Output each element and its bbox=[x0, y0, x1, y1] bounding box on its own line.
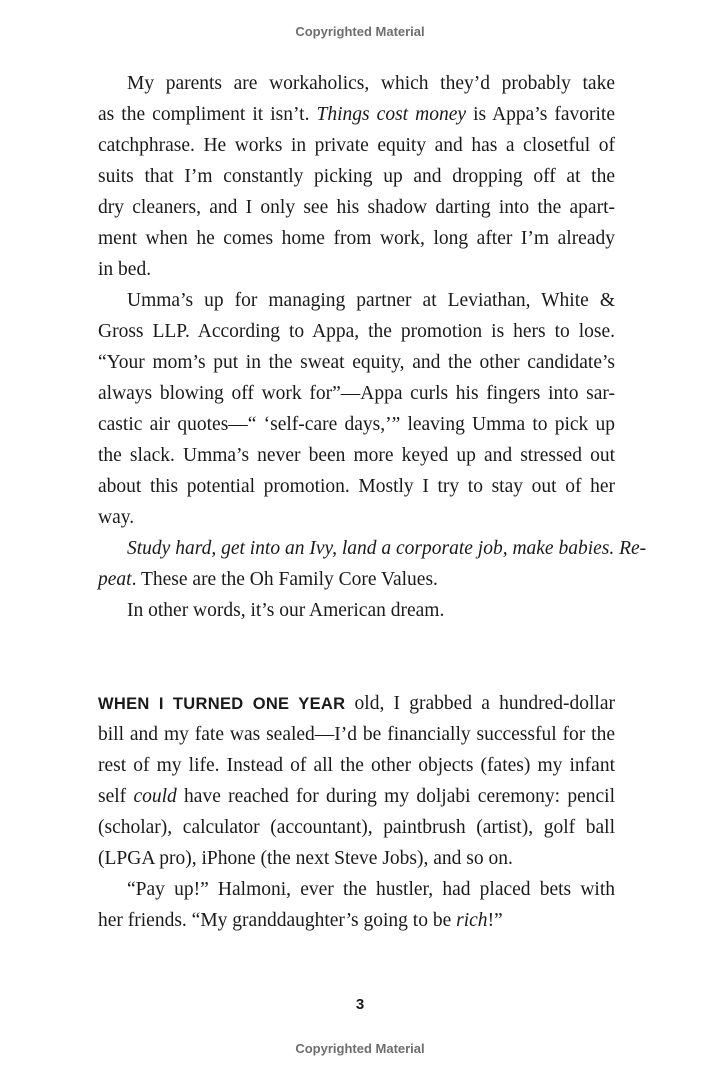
text-line bbox=[98, 781, 615, 812]
text-line bbox=[98, 843, 615, 874]
text-span: is Appa’s favorite bbox=[466, 104, 615, 125]
text-span: dry cleaners, and I only see his shadow darting into the apart- bbox=[98, 197, 615, 218]
text-span: bill and my fate was sealed—I’d be financially successful for the bbox=[98, 724, 615, 745]
paragraph bbox=[98, 68, 615, 285]
text-span: My parents are workaholics, which they’d probably take bbox=[127, 73, 615, 94]
text-span: her friends. “My granddaughter’s going to be bbox=[98, 910, 457, 931]
text-line bbox=[98, 440, 615, 471]
text-span: . These are the Oh Family Core Values. bbox=[131, 569, 438, 590]
paragraph bbox=[98, 533, 647, 595]
text-line bbox=[98, 378, 615, 409]
text-line bbox=[98, 471, 615, 502]
text-span: have reached for during my doljabi ceremony: pencil bbox=[176, 786, 616, 807]
italic-text: rich bbox=[456, 910, 488, 931]
section-lead-in: WHEN I TURNED ONE YEAR bbox=[98, 695, 346, 713]
text-span: In other words, it’s our American dream. bbox=[127, 600, 445, 621]
text-line bbox=[98, 192, 615, 223]
text-line bbox=[98, 316, 615, 347]
text-span: the slack. Umma’s never been more keyed up and stressed out bbox=[98, 445, 615, 466]
text-line bbox=[98, 719, 615, 750]
text-span: in bed. bbox=[98, 259, 152, 280]
text-line bbox=[98, 130, 615, 161]
text-line bbox=[98, 409, 615, 440]
paragraph bbox=[98, 688, 615, 874]
text-span: catchphrase. He works in private equity and has a closetful of bbox=[98, 135, 615, 156]
text-span: suits that I’m constantly picking up and dropping off at the bbox=[98, 166, 615, 187]
text-span: always blowing off work for”—Appa curls his fingers into sar- bbox=[98, 383, 615, 404]
text-line bbox=[98, 595, 615, 626]
text-line bbox=[98, 223, 615, 254]
page-number: 3 bbox=[355, 996, 365, 1013]
text-span: Gross LLP. According to Appa, the promotion is hers to lose. bbox=[98, 321, 615, 342]
text-span: self bbox=[98, 786, 134, 807]
text-line bbox=[98, 533, 647, 564]
italic-text: could bbox=[133, 786, 177, 807]
copyright-watermark-top: Copyrighted Material bbox=[295, 24, 425, 39]
text-line bbox=[98, 254, 615, 285]
text-span: castic air quotes—“ ‘self-care days,’” leaving Umma to pick up bbox=[98, 414, 615, 435]
text-line bbox=[98, 68, 615, 99]
text-span: old, I grabbed a hundred-dollar bbox=[345, 693, 616, 714]
text-span: (scholar), calculator (accountant), paintbrush (artist), golf ball bbox=[98, 817, 615, 838]
text-line bbox=[98, 688, 615, 719]
text-span: (LPGA pro), iPhone (the next Steve Jobs), and so on. bbox=[98, 848, 513, 869]
text-line bbox=[98, 750, 615, 781]
page-body-text bbox=[98, 68, 647, 936]
paragraph bbox=[98, 874, 615, 936]
text-line bbox=[98, 812, 615, 843]
text-span: about this potential promotion. Mostly I try to stay out of her bbox=[98, 476, 615, 497]
text-span: way. bbox=[98, 507, 135, 528]
text-span: “Pay up!” Halmoni, ever the hustler, had placed bets with bbox=[127, 879, 615, 900]
text-span: ment when he comes home from work, long after I’m already bbox=[98, 228, 615, 249]
paragraph bbox=[98, 285, 615, 533]
text-line bbox=[98, 564, 615, 595]
text-span: rest of my life. Instead of all the other objects (fates) my infant bbox=[98, 755, 615, 776]
text-line bbox=[98, 347, 615, 378]
paragraph bbox=[98, 595, 615, 626]
text-line bbox=[98, 161, 615, 192]
text-line bbox=[98, 874, 615, 905]
section-break bbox=[98, 626, 615, 688]
italic-text: peat bbox=[98, 569, 132, 590]
text-span: Umma’s up for managing partner at Leviathan, White & bbox=[127, 290, 615, 311]
text-line bbox=[98, 285, 615, 316]
italic-text: Things cost money bbox=[316, 104, 467, 125]
text-span: !” bbox=[487, 910, 503, 931]
text-line bbox=[98, 905, 615, 936]
text-span: “Your mom’s put in the sweat equity, and the other candidate’s bbox=[98, 352, 615, 373]
italic-text: Study hard, get into an Ivy, land a corporate job, make babies. Re- bbox=[127, 538, 647, 559]
text-line bbox=[98, 99, 615, 130]
text-span: as the compliment it isn’t. bbox=[98, 104, 317, 125]
text-line bbox=[98, 502, 615, 533]
copyright-watermark-bottom: Copyrighted Material bbox=[295, 1041, 425, 1056]
